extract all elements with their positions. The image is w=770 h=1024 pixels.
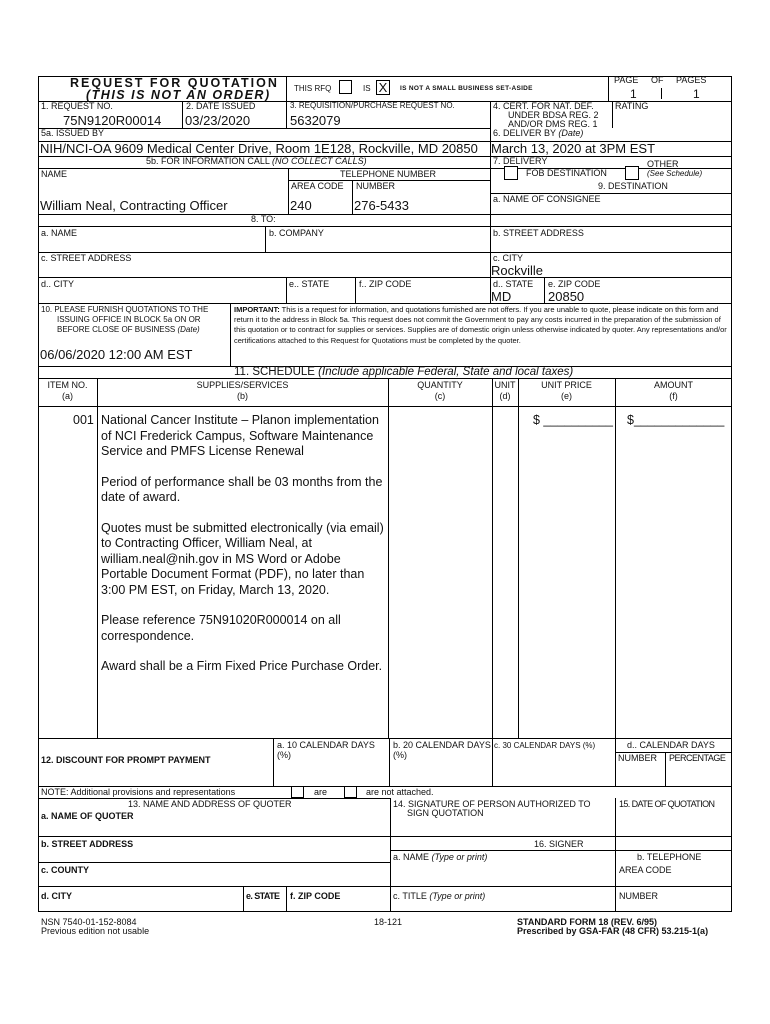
cert-nat-def-label: 4. CERT. FOR NAT. DEF.: [493, 101, 594, 111]
unit-price-value[interactable]: $ __________: [533, 413, 613, 427]
signer-number-label: NUMBER: [619, 891, 659, 901]
are-not-label: are not attached.: [366, 787, 434, 797]
fob-destination-label: FOB DESTINATION: [526, 168, 607, 178]
pages-label: PAGES: [676, 75, 707, 85]
to-street-label: c. STREET ADDRESS: [41, 253, 132, 263]
quoter-city-label: d. CITY: [41, 891, 72, 901]
previous-edition: Previous edition not usable: [41, 926, 150, 936]
destination-label: 9. DESTINATION: [598, 181, 668, 191]
col-quantity: QUANTITY (c): [417, 380, 463, 402]
to-zip-label: f.. ZIP CODE: [359, 279, 412, 289]
are-label: are: [314, 787, 328, 797]
form-title: REQUEST FOR QUOTATION: [70, 76, 279, 90]
requisition-label: 3. REQUISITION/PURCHASE REQUEST NO.: [290, 101, 455, 110]
name-label: NAME: [41, 169, 68, 179]
dest-zip-value[interactable]: 20850: [548, 289, 585, 304]
dest-street-label: b. STREET ADDRESS: [493, 228, 584, 238]
col-item-no: ITEM NO. (a): [47, 380, 88, 402]
furnish-quotations-line2: ISSUING OFFICE IN BLOCK 5a ON OR: [57, 315, 201, 324]
dest-city-value[interactable]: Rockville: [491, 263, 544, 278]
request-no-label: 1. REQUEST NO.: [41, 101, 113, 111]
dest-state-label: d.. STATE: [493, 279, 534, 289]
discount-calendar-days[interactable]: d.. CALENDAR DAYS: [627, 740, 715, 750]
to-name-label: a. NAME: [41, 228, 78, 238]
date-of-quotation-label: 15. DATE OF QUOTATION: [619, 799, 715, 809]
dest-city-label: c. CITY: [493, 253, 524, 263]
signer-area-code-label: AREA CODE: [619, 865, 672, 875]
signature-label: 14. SIGNATURE OF PERSON AUTHORIZED TO SIGN QUOTATION: [393, 799, 591, 819]
quoter-county-label: c. COUNTY: [41, 865, 90, 875]
fob-destination-checkbox[interactable]: [504, 166, 518, 180]
signer-telephone-label: b. TELEPHONE: [637, 852, 702, 862]
other-checkbox[interactable]: [625, 166, 639, 180]
other-label: OTHER: [647, 159, 679, 169]
dest-state-value[interactable]: MD: [491, 289, 512, 304]
form-subtitle: (THIS IS NOT AN ORDER): [86, 88, 271, 102]
item-no-value[interactable]: 001: [73, 413, 94, 427]
note-text: NOTE: Additional provisions and representations: [41, 787, 236, 797]
consignee-label: a. NAME OF CONSIGNEE: [493, 194, 601, 204]
standard-form-label: STANDARD FORM 18 (REV. 6/95): [517, 917, 658, 927]
pages-value[interactable]: 1: [693, 87, 700, 101]
discount-label: 12. DISCOUNT FOR PROMPT PAYMENT: [41, 755, 211, 765]
signer-label: 16. SIGNER: [534, 839, 584, 849]
info-call-label: 5b. FOR INFORMATION CALL (NO COLLECT CALLS): [146, 156, 367, 166]
signer-name-label: a. NAME (Type or print): [393, 852, 488, 862]
rating-label: RATING: [615, 101, 649, 111]
see-schedule-label: (See Schedule): [647, 169, 703, 178]
this-rfq-label: THIS RFQ: [294, 84, 332, 93]
delivery-label: 7. DELIVERY: [493, 156, 548, 166]
description-para: Please reference 75N91020R000014 on all correspondence.: [101, 613, 341, 643]
col-supplies-services: SUPPLIES/SERVICES (b): [196, 380, 289, 402]
requisition-value[interactable]: 5632079: [290, 113, 341, 128]
description-para: Period of performance shall be 03 months from the date of award.: [101, 474, 383, 504]
is-checkbox[interactable]: [339, 80, 352, 94]
cert-bdsa-label: UNDER BDSA REG. 2: [508, 110, 599, 120]
area-code-label: AREA CODE: [291, 181, 344, 191]
schedule-title: 11. SCHEDULE (Include applicable Federal, State and local taxes): [234, 366, 574, 378]
quotation-due-value[interactable]: 06/06/2020 12:00 AM EST: [40, 347, 193, 362]
quoter-address-label: 13. NAME AND ADDRESS OF QUOTER: [128, 799, 292, 809]
request-no-value[interactable]: 75N9120R00014: [63, 113, 162, 128]
phone-number-value[interactable]: 276-5433: [354, 198, 409, 213]
area-code-value[interactable]: 240: [290, 198, 312, 213]
are-not-checkbox[interactable]: [344, 786, 357, 798]
is-not-small-business-label: IS NOT A SMALL BUSINESS SET-ASIDE: [400, 85, 533, 92]
discount-number-label: NUMBER: [618, 753, 658, 763]
discount-percentage-label: PERCENTAGE: [669, 753, 726, 763]
dest-zip-label: e. ZIP CODE: [548, 279, 601, 289]
discount-30-days[interactable]: c. 30 CALENDAR DAYS (%): [494, 741, 596, 750]
form-code: 18-121: [374, 917, 403, 927]
description-para: Quotes must be submitted electronically (via email) to Contracting Officer, William Neal, at william.neal@nih.gov in MS Word or Adobe Portable Document Format (PDF), no later than 3:00 PM EST, on Friday, March 13, 2020.: [101, 520, 384, 597]
to-company-label: b. COMPANY: [269, 228, 324, 238]
col-unit: UNIT (d): [494, 380, 516, 402]
quoter-name-label: a. NAME OF QUOTER: [41, 811, 134, 821]
description-para: Award shall be a Firm Fixed Price Purchase Order.: [101, 659, 383, 673]
quoter-street-label: b. STREET ADDRESS: [41, 839, 134, 849]
page-label: PAGE: [614, 75, 639, 85]
issued-by-label: 5a. ISSUED BY: [41, 128, 105, 138]
important-notice: IMPORTANT: This is a request for information, and quotations furnished are not offers. If you are unable to quote, please indicate on this form and return it to the address in Block 5a. This request does not commit the Government to pay any costs incurred in the preparation of the submission of this quotation or to contract for supplies or services. Supplies are of domestic origin unless otherwise indicated by quoter. Any representations and/or certifications attached to this Request for Quotations must be completed by the quoter.: [234, 305, 727, 345]
date-issued-value[interactable]: 03/23/2020: [185, 113, 251, 128]
date-issued-label: 2. DATE ISSUED: [186, 101, 256, 111]
telephone-label: TELEPHONE NUMBER: [340, 169, 437, 179]
to-city-label: d.. CITY: [41, 279, 75, 289]
amount-value[interactable]: $_____________: [627, 413, 725, 427]
furnish-quotations-line1: 10. PLEASE FURNISH QUOTATIONS TO THE: [41, 305, 209, 314]
prescribed-by-label: Prescribed by GSA-FAR (48 CFR) 53.215-1(a): [517, 926, 709, 936]
col-unit-price: UNIT PRICE (e): [541, 380, 592, 402]
deliver-by-label: 6. DELIVER BY (Date): [493, 128, 584, 138]
are-checkbox[interactable]: [291, 786, 304, 798]
signer-title-label: c. TITLE (Type or print): [393, 891, 486, 901]
quoter-state-label: e. STATE: [246, 891, 280, 901]
discount-20-days[interactable]: b. 20 CALENDAR DAYS (%): [393, 740, 491, 761]
is-label: IS: [363, 84, 371, 93]
number-label: NUMBER: [356, 181, 396, 191]
page-value[interactable]: 1: [630, 87, 637, 101]
to-state-label: e.. STATE: [289, 279, 330, 289]
quoter-zip-label: f. ZIP CODE: [290, 891, 341, 901]
furnish-quotations-line3: BEFORE CLOSE OF BUSINESS (Date): [57, 325, 200, 334]
issued-by-value[interactable]: NIH/NCI-OA 9609 Medical Center Drive, Room 1E128, Rockville, MD 20850: [40, 141, 478, 156]
cert-dms-label: AND/OR DMS REG. 1: [508, 120, 598, 127]
to-label: 8. TO:: [251, 214, 276, 224]
description-para: National Cancer Institute – Planon implementation of NCI Frederick Campus, Software Maintenance Service and PMFS License Renewal: [101, 413, 379, 458]
contact-name-value[interactable]: William Neal, Contracting Officer: [40, 198, 228, 213]
col-amount: AMOUNT (f): [654, 380, 693, 402]
nsn-number: NSN 7540-01-152-8084: [41, 917, 137, 927]
discount-10-days[interactable]: a. 10 CALENDAR DAYS (%): [277, 740, 375, 761]
is-not-checkbox[interactable]: X: [376, 80, 390, 95]
of-label: OF: [651, 75, 664, 85]
deliver-by-value[interactable]: March 13, 2020 at 3PM EST: [491, 141, 656, 156]
item-description[interactable]: [101, 413, 386, 690]
